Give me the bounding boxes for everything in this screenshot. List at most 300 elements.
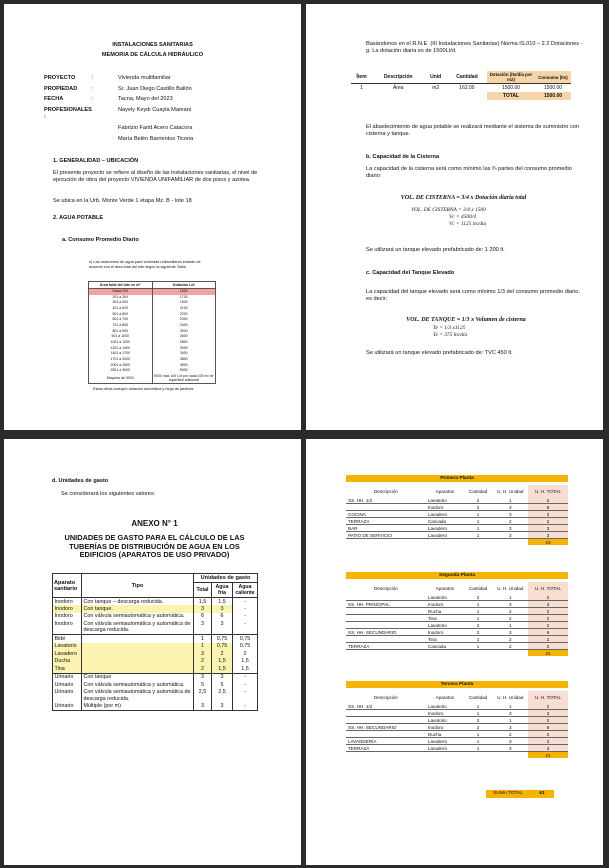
planta-cantidad: 1 xyxy=(464,703,493,710)
dot-area: Hasta 200 xyxy=(89,289,153,295)
planta-uh-unidad: 3 xyxy=(493,504,529,511)
planta-descripcion: LAVANDERÍA xyxy=(346,738,426,745)
ug-fria: 2,5 xyxy=(212,689,233,703)
dot-area: 701 a 800 xyxy=(89,323,153,329)
col-consumo: Consumo (lts) xyxy=(535,71,571,84)
planta-row xyxy=(346,636,568,643)
tanque-line-1: Te = 1/3 x1125 xyxy=(433,325,466,331)
planta-subtotal: 21 xyxy=(528,650,568,657)
planta-block xyxy=(346,681,568,758)
dot-value: 5000 xyxy=(179,368,188,373)
planta-cantidad: 2 xyxy=(464,594,493,601)
planta-aparato: Lavatorio xyxy=(426,703,464,710)
ug-total: 3 xyxy=(194,673,212,681)
info-row xyxy=(44,86,284,93)
planta-aparato: Lavadero xyxy=(426,745,464,752)
suma-total-value: 61 xyxy=(530,790,554,798)
dot-area: 1401 a 1700 xyxy=(89,351,153,357)
info-label: FECHA xyxy=(44,96,64,103)
planta-descripcion: TERRAZA xyxy=(346,518,426,525)
ug-aparato: Inodoro xyxy=(53,620,82,634)
planta-header: Cantidad xyxy=(468,694,488,700)
supply-text: El abastecimiento de agua potable se realizará mediante el sistema de suministro con cisterna y tanque. xyxy=(366,124,579,138)
planta-uh-unidad: 2 xyxy=(493,643,529,650)
section1-title: 1. GENERALIDAD – UBICACIÓN xyxy=(53,158,139,164)
ug-aparato: Inodoro xyxy=(53,598,82,606)
ug-row xyxy=(53,658,258,665)
cell-unid: m2 xyxy=(432,85,440,91)
ug-tipo: Con válvula semiautomática y automática de descarga reducida. xyxy=(82,689,194,703)
dot-value: 2300 xyxy=(179,317,188,322)
dot-value: 2500 xyxy=(179,328,188,333)
ug-caliente: 1,5 xyxy=(241,658,249,665)
ug-caliente: - xyxy=(244,703,246,710)
tanque-calc xyxy=(433,325,467,339)
planta-uh-total: 6 xyxy=(528,629,568,636)
planta-cantidad: 2 xyxy=(464,622,493,629)
planta-row xyxy=(346,504,568,511)
ug-total: 1,5 xyxy=(194,598,212,606)
consumo-table xyxy=(351,71,571,100)
page-3 xyxy=(4,439,301,865)
planta-cantidad: 1 xyxy=(464,511,493,518)
planta-descripcion xyxy=(346,636,426,643)
planta-aparato: Tina xyxy=(426,636,464,643)
ug-aparato: Inodoro xyxy=(53,613,82,620)
planta-cantidad: 1 xyxy=(464,745,493,752)
ug-row xyxy=(53,620,258,634)
ug-tipo: Con tanque – descarga reducida. xyxy=(82,598,194,606)
cisterna-calc xyxy=(411,207,486,228)
planta-uh-unidad: 3 xyxy=(493,532,529,539)
planta-uh-total: 2 xyxy=(528,622,568,629)
dot-value: 2600 xyxy=(179,334,188,339)
planta-uh-total: 3 xyxy=(528,710,568,717)
section1-text: El presente proyecto se refiere al diseño de las instalaciones sanitarias, el nivel de ejecución de obra del proyecto VIVIENDA UNIFAMILIAR de dos pisos y azotea. xyxy=(53,170,258,184)
suma-total xyxy=(486,790,554,798)
info-row xyxy=(44,96,284,103)
ug-row xyxy=(53,689,258,703)
planta-row xyxy=(346,532,568,539)
ug-tipo: Con válvula semiautomática y automática. xyxy=(82,613,194,620)
planta-row xyxy=(346,511,568,518)
planta-row xyxy=(346,622,568,629)
info-label: PROYECTO xyxy=(44,75,76,81)
planta-descripcion xyxy=(346,731,426,738)
planta-cantidad: 1 xyxy=(464,710,493,717)
unidades-title: d. Unidades de gasto xyxy=(52,478,109,484)
total-value: 1500.00 xyxy=(535,92,571,100)
ug-total: 6 xyxy=(194,613,212,620)
cell-cantidad: 162.00 xyxy=(459,85,475,91)
dot-value: 1700 xyxy=(179,294,188,299)
planta-aparato: Lavadero xyxy=(426,525,464,532)
planta-uh-unidad: 3 xyxy=(493,738,529,745)
page-1 xyxy=(4,4,301,430)
dot-header-dotacion: Dotación L/d xyxy=(172,283,195,287)
ug-fria: 3 xyxy=(212,703,233,711)
col-fria: Agua fría xyxy=(212,583,233,598)
planta-uh-unidad: 1 xyxy=(493,622,529,629)
unidades-gasto-table xyxy=(52,573,258,711)
planta-uh-unidad: 3 xyxy=(493,745,529,752)
planta-cantidad: 1 xyxy=(464,518,493,525)
ug-caliente: 1,5 xyxy=(241,665,249,672)
planta-uh-total: 3 xyxy=(528,532,568,539)
ug-aparato: Inodoro xyxy=(53,605,82,612)
planta-uh-unidad: 3 xyxy=(493,525,529,532)
planta-row xyxy=(346,615,568,622)
ug-aparato: Urinario xyxy=(53,681,82,688)
planta-title: Tercera Planta xyxy=(346,681,568,688)
planta-uh-total: 6 xyxy=(528,724,568,731)
planta-aparato: Cascada xyxy=(426,518,464,525)
col-caliente: Agua caliente xyxy=(235,584,255,596)
planta-uh-total: 3 xyxy=(528,525,568,532)
info-separator: : xyxy=(92,96,94,103)
planta-uh-total: 3 xyxy=(528,511,568,518)
cell-descripcion: Área xyxy=(392,85,404,91)
ug-row xyxy=(53,665,258,673)
planta-cantidad: 2 xyxy=(464,629,493,636)
planta-descripcion xyxy=(346,710,426,717)
planta-uh-total: 2 xyxy=(528,497,568,504)
ug-aparato: Lavadero xyxy=(53,650,82,657)
cisterna-conclusion: Se utilizará un tanque elevado prefabricado de: 1 200 lt. xyxy=(366,247,505,253)
dot-value: 5000 más 100 L/d por cada 100 m² de superficie adicional xyxy=(154,374,214,382)
planta-descripcion: PATIO DE SERVICIO xyxy=(346,532,426,539)
planta-cantidad: 1 xyxy=(464,738,493,745)
col-total: Total xyxy=(194,583,212,598)
ug-tipo: Múltiple (por m) xyxy=(82,703,194,711)
planta-header: Cantidad xyxy=(468,488,488,494)
ug-tipo xyxy=(82,658,194,665)
annex-title: ANEXO N° 1 xyxy=(131,519,178,528)
ug-row xyxy=(53,673,258,681)
ug-fria: 3 xyxy=(212,620,233,634)
cell-item: 1 xyxy=(360,85,363,91)
ug-row xyxy=(53,650,258,657)
planta-cantidad: 2 xyxy=(464,504,493,511)
planta-cantidad: 1 xyxy=(464,532,493,539)
ug-aparato: Urinario xyxy=(53,703,82,711)
planta-uh-unidad: 2 xyxy=(493,731,529,738)
table-caption: e) Las dotaciones de agua para viviendas unifamiliares estarán de acuerdo con el área total del lote según la siguiente Tabla xyxy=(89,260,201,269)
dot-area: 401 a 500 xyxy=(89,306,153,312)
ug-tipo: Con tanque xyxy=(82,673,194,681)
ug-total: 3 xyxy=(194,650,212,657)
tanque-formula: VOL. DE TANQUE = 1/3 x Volumen de cisterna xyxy=(406,317,526,323)
ug-tipo xyxy=(82,650,194,657)
planta-aparato: Lavatorio xyxy=(426,497,464,504)
ug-total: 1 xyxy=(194,635,212,643)
ug-aparato: Urinario xyxy=(53,673,82,681)
planta-descripcion xyxy=(346,608,426,615)
professional-name: Fabrizio Farid Acero Catacora xyxy=(118,124,193,131)
ug-fria: 0,75 xyxy=(212,643,233,650)
planta-descripcion xyxy=(346,622,426,629)
dot-value: 3000 xyxy=(179,345,188,350)
ug-caliente: - xyxy=(244,681,246,688)
planta-cantidad: 1 xyxy=(464,636,493,643)
planta-aparato: Tina xyxy=(426,615,464,622)
ug-total: 1 xyxy=(194,643,212,650)
planta-header: Aparatos xyxy=(435,694,454,700)
planta-cantidad: 2 xyxy=(464,717,493,724)
section2-title: 2. AGUA POTABLE xyxy=(53,215,104,221)
planta-row xyxy=(346,717,568,724)
planta-subtotal: 19 xyxy=(528,539,568,546)
planta-uh-total: 2 xyxy=(528,518,568,525)
planta-uh-unidad: 2 xyxy=(493,518,529,525)
dot-area: 501 a 600 xyxy=(89,312,153,318)
planta-uh-total: 2 xyxy=(528,731,568,738)
planta-row xyxy=(346,608,568,615)
planta-row xyxy=(346,724,568,731)
planta-descripcion: TERRAZA xyxy=(346,745,426,752)
planta-row xyxy=(346,745,568,752)
info-separator xyxy=(92,107,118,122)
annex-subtitle: UNIDADES DE GASTO PARA EL CÁLCULO DE LAS TUBERÍAS DE DISTRIBUCIÓN DE AGUA EN LOS EDIFICIOS (APARATOS DE USO PRIVADO) xyxy=(64,533,245,560)
planta-title: Segunda Planta xyxy=(346,572,568,579)
tanque-text: La capacidad del tanque elevado será como mínimo 1/3 del consumo promedio diario, es decir: xyxy=(366,289,580,303)
planta-subtotal: 21 xyxy=(528,752,568,759)
ug-total: 5 xyxy=(194,681,212,688)
ug-caliente: 2 xyxy=(243,650,247,657)
planta-uh-unidad: 3 xyxy=(493,710,529,717)
info-separator: : xyxy=(92,85,94,92)
ug-total: 3 xyxy=(194,620,212,634)
ug-fria: 1,5 xyxy=(212,598,233,606)
page-2 xyxy=(306,4,603,430)
info-value: Nayely Keydi Cuayla Mamani xyxy=(118,106,192,113)
planta-aparato: Lavadero xyxy=(426,738,464,745)
planta-aparato: Cascada xyxy=(426,643,464,650)
planta-descripcion: SS. HH. PRINCIPAL xyxy=(346,601,426,608)
suma-total-label: SUMA TOTAL xyxy=(486,790,530,798)
planta-uh-total: 2 xyxy=(528,608,568,615)
planta-tables xyxy=(346,475,568,758)
planta-aparato: Lavatorio xyxy=(426,717,464,724)
planta-row xyxy=(346,518,568,525)
cell-consumo: 1500.00 xyxy=(543,85,563,91)
planta-block xyxy=(346,572,568,656)
ug-aparato: Ducha xyxy=(53,658,82,665)
cisterna-line-2: Vc = 4500/4 xyxy=(449,214,476,221)
ug-tipo: Con válvula semiautomática y automática de descarga reducida. xyxy=(82,620,194,634)
ug-fria: 6 xyxy=(212,613,233,620)
dot-area: 801 a 900 xyxy=(89,329,153,335)
dot-area: 1701 a 2000 xyxy=(89,357,153,363)
dot-value: 2400 xyxy=(179,323,188,328)
planta-header: U. H. Unidad xyxy=(497,694,524,700)
dot-area: 1001 a 1200 xyxy=(89,340,153,346)
planta-cantidad: 1 xyxy=(464,615,493,622)
planta-header: U. H. Unidad xyxy=(497,488,524,494)
planta-header: Descripción xyxy=(373,585,398,591)
section1-location: Se ubica en la Urb. Monte Verde 1 etapa Mz. B - lote 18 xyxy=(53,198,192,204)
planta-header: U. H. TOTAL xyxy=(528,582,568,594)
ug-fria: 3 xyxy=(212,673,233,681)
ug-tipo xyxy=(82,643,194,650)
planta-uh-total: 6 xyxy=(528,504,568,511)
planta-uh-unidad: 1 xyxy=(493,497,529,504)
ug-caliente: - xyxy=(244,613,246,620)
planta-uh-total: 2 xyxy=(528,703,568,710)
ug-caliente: - xyxy=(244,620,246,627)
dot-area: 901 a 1000 xyxy=(89,334,153,340)
ug-tipo: Con tanque. xyxy=(82,605,194,612)
planta-aparato: Ducha xyxy=(426,608,464,615)
planta-aparato: Lavadero xyxy=(426,511,464,518)
ug-caliente: 0,75 xyxy=(239,635,251,642)
col-dotacion: Dotación (lts/día por m2) xyxy=(487,71,535,84)
planta-uh-total: 3 xyxy=(528,738,568,745)
dot-value: 2800 xyxy=(179,340,188,345)
planta-header: U. H. TOTAL xyxy=(528,485,568,497)
planta-aparato: Lavadero xyxy=(426,532,464,539)
cisterna-line-1: VOL. DE CISTERNA = 3/4 x 1500 xyxy=(411,207,486,213)
ug-total: 2 xyxy=(194,658,212,665)
ug-row xyxy=(53,605,258,612)
planta-cantidad: 2 xyxy=(464,724,493,731)
planta-aparato: Inodoro xyxy=(426,710,464,717)
planta-cantidad: 1 xyxy=(464,731,493,738)
planta-uh-total: 3 xyxy=(528,745,568,752)
planta-uh-unidad: 2 xyxy=(493,636,529,643)
total-label: TOTAL xyxy=(487,92,535,100)
col-unidades-group: Unidades de gasto xyxy=(194,574,258,583)
planta-header: Cantidad xyxy=(468,585,488,591)
col-cantidad: Cantidad xyxy=(456,74,478,80)
planta-aparato: Ducha xyxy=(426,731,464,738)
planta-title: Primera Planta xyxy=(346,475,568,482)
info-separator: : xyxy=(92,75,94,81)
planta-descripcion: BAR xyxy=(346,525,426,532)
planta-descripcion xyxy=(346,504,426,511)
planta-uh-unidad: 1 xyxy=(493,703,529,710)
planta-uh-total: 2 xyxy=(528,615,568,622)
planta-cantidad: 1 xyxy=(464,525,493,532)
cisterna-title: b. Capacidad de la Cisterna xyxy=(366,154,440,160)
dot-value: 1500 xyxy=(179,289,188,293)
dot-value: 2100 xyxy=(179,306,188,311)
dot-value: 3800 xyxy=(179,357,188,362)
doc-title: INSTALACIONES SANITARIAS xyxy=(112,42,193,48)
planta-row xyxy=(346,710,568,717)
ug-row xyxy=(53,635,258,643)
ug-fria: 1,5 xyxy=(212,665,233,673)
ug-tipo xyxy=(82,665,194,673)
ug-row xyxy=(53,681,258,688)
planta-row xyxy=(346,601,568,608)
ug-row xyxy=(53,703,258,711)
ug-caliente: 0,75 xyxy=(239,643,251,650)
cell-dotacion: 1500.00 xyxy=(501,85,521,91)
planta-uh-unidad: 2 xyxy=(493,608,529,615)
col-descripcion: Descripción xyxy=(383,74,413,80)
ug-total: 2 xyxy=(194,665,212,673)
planta-header: Aparatos xyxy=(435,585,454,591)
ug-caliente: - xyxy=(244,689,246,696)
planta-uh-unidad: 3 xyxy=(493,629,529,636)
cisterna-line-3: Vc = 1125 lts/día xyxy=(449,221,487,228)
planta-uh-unidad: 3 xyxy=(493,601,529,608)
planta-uh-unidad: 3 xyxy=(493,724,529,731)
ug-total: 2,5 xyxy=(194,689,212,703)
planta-descripcion: SS. HH. SECUNDARIO xyxy=(346,629,426,636)
unidades-text: Se considerará los siguientes valores: xyxy=(61,491,156,497)
planta-header: Aparatos xyxy=(435,488,454,494)
ug-row xyxy=(53,598,258,606)
ug-total: 3 xyxy=(194,605,212,612)
ug-fria: 0,75 xyxy=(212,635,233,643)
planta-header: U. H. Unidad xyxy=(497,585,524,591)
col-aparato: Aparato sanitario xyxy=(53,574,82,598)
planta-row xyxy=(346,629,568,636)
ug-caliente: - xyxy=(244,598,246,605)
ug-caliente: - xyxy=(244,605,246,612)
tanque-line-2: Te = 375 lts/día xyxy=(433,332,468,339)
dotacion-table xyxy=(88,281,216,384)
dot-row xyxy=(89,374,216,384)
ug-caliente: - xyxy=(244,674,246,681)
ug-aparato: Lavatorio xyxy=(53,643,82,650)
planta-descripcion xyxy=(346,615,426,622)
tanque-title: c. Capacidad del Tanque Elevado xyxy=(366,270,455,276)
planta-descripcion: COCINA xyxy=(346,511,426,518)
planta-uh-total: 3 xyxy=(528,601,568,608)
planta-cantidad: 1 xyxy=(464,608,493,615)
planta-aparato: Lavatorio xyxy=(426,594,464,601)
planta-header: Descripción xyxy=(373,694,398,700)
info-row xyxy=(44,75,284,82)
info-value: Tacna, Mayo del 2023 xyxy=(118,96,173,103)
intro-text: Basándonos en el R.N.E. (III Instalaciones Sanitarias) Norma IS.010 – 2.2 Dotaciones - g. La dotación diaria es de 1500Lt/d. xyxy=(366,41,583,55)
planta-aparato: Inodoro xyxy=(426,504,464,511)
ug-fria: 2 xyxy=(212,650,233,657)
ug-row xyxy=(53,613,258,620)
planta-uh-total: 2 xyxy=(528,643,568,650)
planta-descripcion xyxy=(346,717,426,724)
dot-area: 2501 a 3000 xyxy=(89,368,153,374)
planta-aparato: Lavatorio xyxy=(426,622,464,629)
planta-table xyxy=(346,582,568,656)
planta-aparato: Inodoro xyxy=(426,601,464,608)
planta-row xyxy=(346,525,568,532)
planta-uh-unidad: 3 xyxy=(493,511,529,518)
planta-cantidad: 1 xyxy=(464,601,493,608)
info-row xyxy=(44,107,284,122)
planta-row xyxy=(346,731,568,738)
ug-fria: 3 xyxy=(212,605,233,612)
dot-value: 3400 xyxy=(179,351,188,356)
planta-descripcion: SS. HH. 1/2 xyxy=(346,703,426,710)
planta-uh-total: 2 xyxy=(528,594,568,601)
col-item: Ítem xyxy=(356,74,367,80)
dot-value: 4500 xyxy=(179,362,188,367)
dot-header-area: Área total del lote en m² xyxy=(89,282,153,289)
planta-descripcion: SS. HH. 1/2 xyxy=(346,497,426,504)
planta-row xyxy=(346,738,568,745)
planta-header: Descripción xyxy=(373,488,398,494)
doc-subtitle: MEMORIA DE CÁLCULA HIDRÁULICO xyxy=(101,52,204,58)
dot-value: 2200 xyxy=(179,311,188,316)
ug-aparato: Urinario xyxy=(53,689,82,703)
planta-row xyxy=(346,643,568,650)
cisterna-formula: VOL. DE CISTERNA = 3/4 x Dotación diaria total xyxy=(400,195,527,201)
project-info xyxy=(44,75,284,146)
